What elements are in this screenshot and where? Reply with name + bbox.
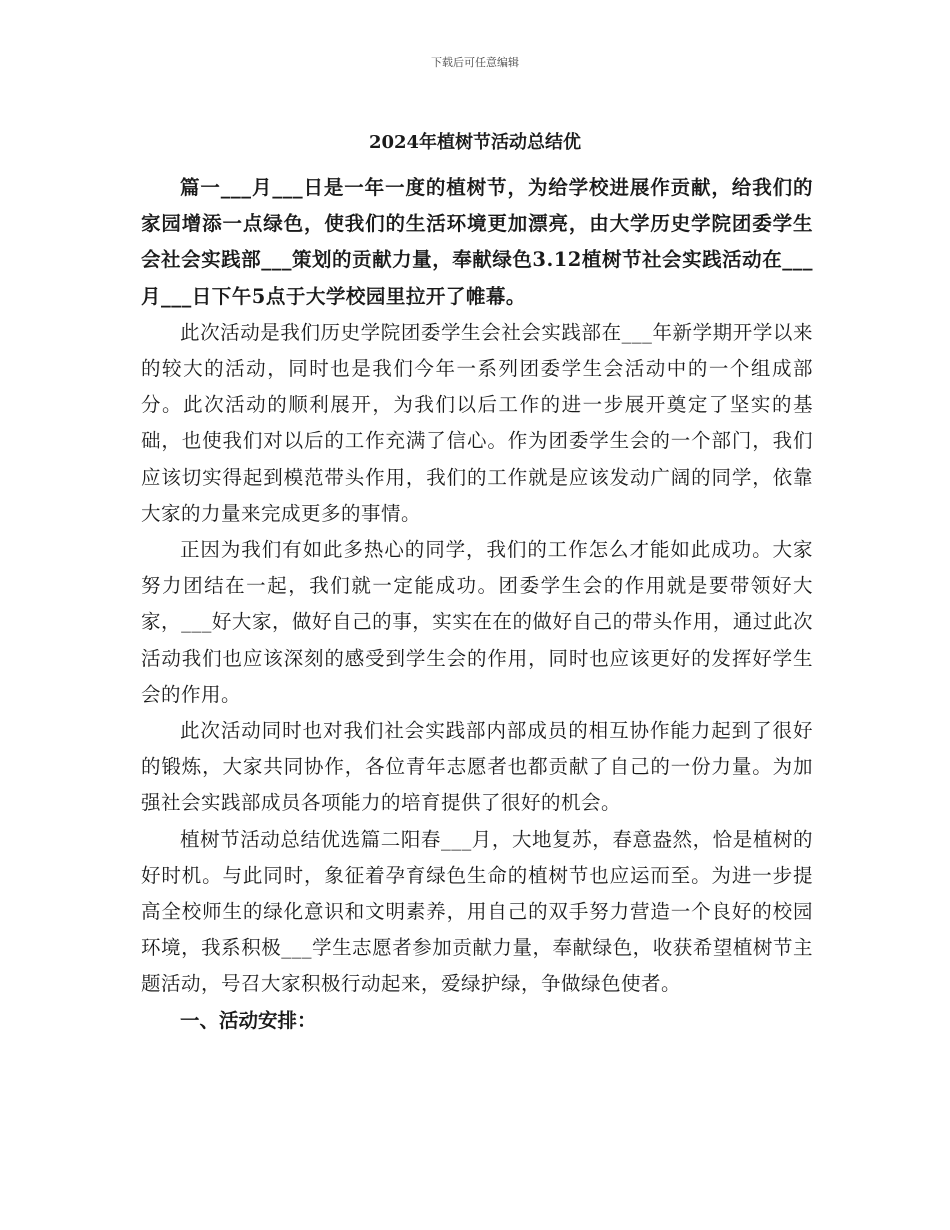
document-title: 2024年植树节活动总结优 bbox=[368, 132, 582, 153]
paragraph-3: 正因为我们有如此多热心的同学，我们的工作怎么才能如此成功。大家努力团结在一起，我们就一定能成功。团委学生会的作用就是要带领好大家，___好大家，做好自己的事，实实在在的做好自己的带头作用，通过此次活动我们也应该深刻的感受到学生会的作用，同时也应该更好的发挥好学生会的作用。 bbox=[141, 538, 813, 706]
paragraph-5: 植树节活动总结优选篇二阳春___月，大地复苏，春意盎然，恰是植树的好时机。与此同时，象征着孕育绿色生命的植树节也应运而至。为进一步提高全校师生的绿化意识和文明素养，用自己的双手努力营造一个良好的校园环境，我系积极___学生志愿者参加贡献力量，奉献绿色，收获希望植树节主题活动，号召大家积极行动起来，爱绿护绿，争做绿色使者。 bbox=[141, 827, 813, 996]
section-heading: 一、活动安排： bbox=[180, 1008, 317, 1032]
document-body bbox=[141, 170, 813, 1039]
paragraph-4: 此次活动同时也对我们社会实践部内部成员的相互协作能力起到了很好的锻炼，大家共同协作，各位青年志愿者也都贡献了自己的一份力量。为加强社会实践部成员各项能力的培育提供了很好的机会。 bbox=[141, 719, 813, 815]
paragraph-2: 此次活动是我们历史学院团委学生会社会实践部在___年新学期开学以来的较大的活动，同时也是我们今年一系列团委学生会活动中的一个组成部分。此次活动的顺利展开，为我们以后工作的进一步展开奠定了坚实的基础，也使我们对以后的工作充满了信心。作为团委学生会的一个部门，我们应该切实得起到模范带头作用，我们的工作就是应该发动广阔的同学，依靠大家的力量来完成更多的事情。 bbox=[141, 320, 813, 525]
header-note: 下载后可任意编辑 bbox=[431, 56, 519, 69]
paragraph-1: 篇一___月___日是一年一度的植树节，为给学校进展作贡献，给我们的家园增添一点绿色，使我们的生活环境更加漂亮，由大学历史学院团委学生会社会实践部___策划的贡献力量，奉献绿色3.12植树节社会实践活动在___月___日下午5点于大学校园里拉开了帷幕。 bbox=[141, 176, 813, 308]
